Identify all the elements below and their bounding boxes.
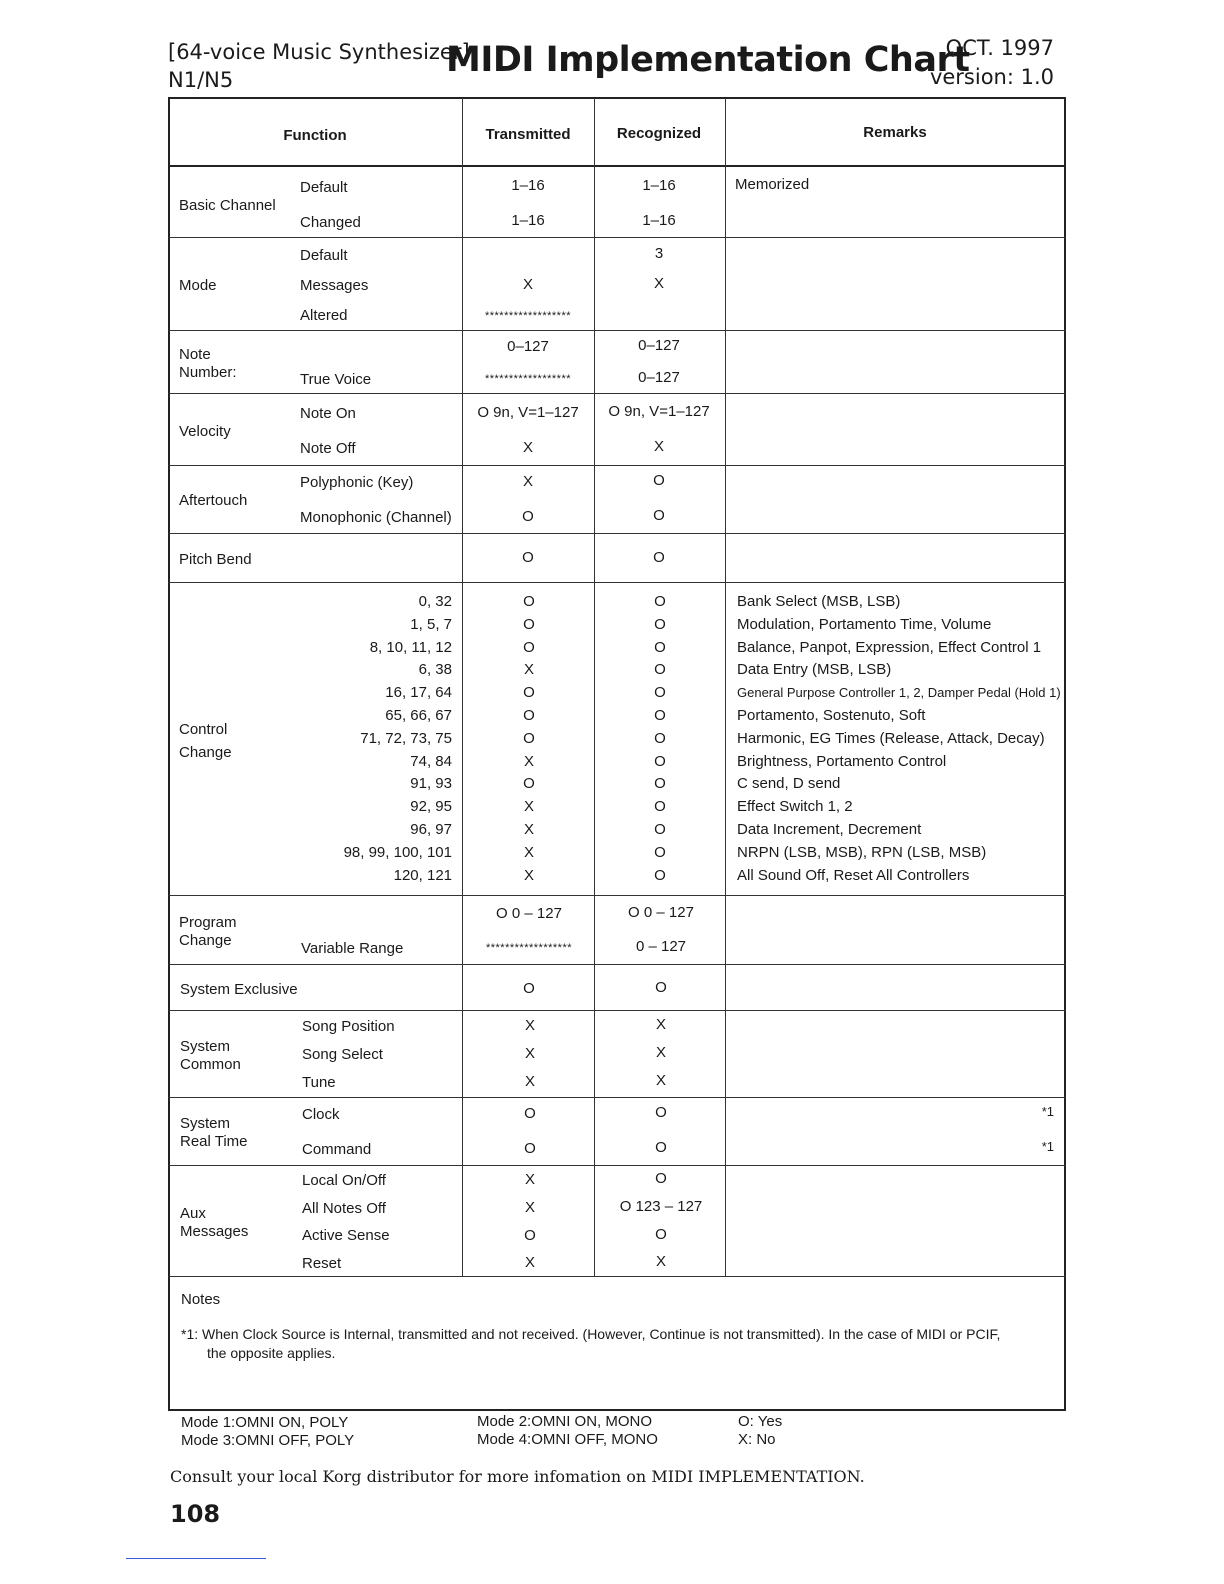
control-change-label: Control xyxy=(179,721,228,738)
control-change-rx: O xyxy=(654,753,666,770)
basic-channel-changed-tx: 1–16 xyxy=(511,212,545,229)
control-number: 6, 38 xyxy=(418,661,452,678)
footer-rule xyxy=(126,1558,266,1559)
control-change-tx: O xyxy=(523,616,535,633)
legend-mode-1: Mode 1:OMNI ON, POLY xyxy=(181,1414,349,1431)
control-change-remark: All Sound Off, Reset All Controllers xyxy=(737,867,970,884)
note-number-label: Note xyxy=(179,346,211,363)
legend-mode-2: Mode 2:OMNI ON, MONO xyxy=(477,1413,653,1430)
control-change-tx: X xyxy=(523,753,535,770)
control-number: 71, 72, 73, 75 xyxy=(360,730,452,747)
program-change-variable-tx-stars: ****************** xyxy=(485,942,573,954)
column-header-remarks: Remarks xyxy=(863,124,927,141)
local-onoff-rx: O xyxy=(655,1170,667,1187)
local-onoff-label: Local On/Off xyxy=(302,1172,386,1189)
program-change-variable-label: Variable Range xyxy=(301,940,404,957)
program-change-label: Program xyxy=(179,914,237,931)
control-change-tx: O xyxy=(523,639,535,656)
system-common-label-2: Common xyxy=(180,1056,241,1073)
song-select-label: Song Select xyxy=(302,1046,383,1063)
row-divider xyxy=(168,237,1066,238)
aftertouch-poly-rx: O xyxy=(653,472,665,489)
row-divider xyxy=(168,964,1066,965)
control-change-rx: O xyxy=(654,867,666,884)
control-change-tx: X xyxy=(523,867,535,884)
basic-channel-default-rx: 1–16 xyxy=(642,177,676,194)
device-model: N1/N5 xyxy=(168,68,234,92)
aftertouch-label: Aftertouch xyxy=(179,492,248,509)
row-divider xyxy=(168,1097,1066,1098)
control-number: 74, 84 xyxy=(410,753,452,770)
song-select-tx: X xyxy=(524,1045,536,1062)
note-number-true-voice-tx-stars: ****************** xyxy=(484,373,572,385)
command-tx: O xyxy=(524,1140,536,1157)
pitch-bend-rx: O xyxy=(653,549,665,566)
note-number-tx: 0–127 xyxy=(507,338,549,355)
page-number: 108 xyxy=(170,1500,221,1528)
command-remark: *1 xyxy=(1041,1139,1054,1154)
clock-rx: O xyxy=(655,1104,667,1121)
control-change-rx: O xyxy=(654,730,666,747)
control-change-remark: C send, D send xyxy=(737,775,841,792)
active-sense-label: Active Sense xyxy=(302,1227,390,1244)
control-change-remark: Data Increment, Decrement xyxy=(737,821,922,838)
control-change-rx: O xyxy=(654,639,666,656)
mode-label: Mode xyxy=(179,277,217,294)
velocity-label: Velocity xyxy=(179,423,231,440)
aux-messages-label-2: Messages xyxy=(180,1223,249,1240)
note-number-rx: 0–127 xyxy=(638,337,680,354)
control-change-remark: Brightness, Portamento Control xyxy=(737,753,947,770)
control-change-tx: X xyxy=(523,821,535,838)
legend-mode-3: Mode 3:OMNI OFF, POLY xyxy=(181,1432,355,1449)
consult-distributor-note: Consult your local Korg distributor for more infomation on MIDI IMPLEMENTATION. xyxy=(170,1467,865,1486)
aftertouch-poly-label: Polyphonic (Key) xyxy=(300,474,414,491)
row-divider xyxy=(168,330,1066,331)
control-change-remark: Balance, Panpot, Expression, Effect Control 1 xyxy=(737,639,1042,656)
control-change-remark: Effect Switch 1, 2 xyxy=(737,798,853,815)
document-version: version: 1.0 xyxy=(929,65,1054,89)
control-change-remark: Data Entry (MSB, LSB) xyxy=(737,661,892,678)
aftertouch-mono-label: Monophonic (Channel) xyxy=(300,509,452,526)
tune-label: Tune xyxy=(302,1074,336,1091)
velocity-note-off-tx: X xyxy=(522,439,534,456)
control-change-rx: O xyxy=(654,661,666,678)
control-change-remark: NRPN (LSB, MSB), RPN (LSB, MSB) xyxy=(737,844,987,861)
column-header-recognized: Recognized xyxy=(616,125,702,142)
control-change-tx: O xyxy=(523,730,535,747)
mode-default-label: Default xyxy=(300,247,348,264)
document-info xyxy=(930,34,1054,92)
column-divider xyxy=(462,98,463,1276)
system-exclusive-rx: O xyxy=(655,979,667,996)
clock-label: Clock xyxy=(302,1106,340,1123)
control-number: 1, 5, 7 xyxy=(410,616,452,633)
velocity-note-off-rx: X xyxy=(653,438,665,455)
note-1-text-continued: the opposite applies. xyxy=(207,1345,336,1361)
control-number: 96, 97 xyxy=(410,821,452,838)
control-change-remark: Bank Select (MSB, LSB) xyxy=(737,593,901,610)
page-title: MIDI Implementation Chart xyxy=(446,40,970,80)
control-number: 65, 66, 67 xyxy=(385,707,452,724)
row-divider xyxy=(168,393,1066,394)
basic-channel-default-label: Default xyxy=(300,179,348,196)
legend-mode-4: Mode 4:OMNI OFF, MONO xyxy=(477,1431,658,1448)
row-divider xyxy=(168,1165,1066,1166)
legend-no: X: No xyxy=(738,1431,776,1448)
note-number-true-voice-label: True Voice xyxy=(300,371,372,388)
control-change-tx: O xyxy=(523,775,535,792)
control-change-remark: Modulation, Portamento Time, Volume xyxy=(737,616,992,633)
all-notes-off-label: All Notes Off xyxy=(302,1200,386,1217)
control-number: 91, 93 xyxy=(410,775,452,792)
basic-channel-changed-rx: 1–16 xyxy=(642,212,676,229)
song-position-tx: X xyxy=(524,1017,536,1034)
column-header-function: Function xyxy=(283,127,347,144)
control-number: 8, 10, 11, 12 xyxy=(369,639,452,656)
reset-tx: X xyxy=(524,1254,536,1271)
clock-tx: O xyxy=(524,1105,536,1122)
program-change-tx: O 0 – 127 xyxy=(496,905,562,922)
basic-channel-remarks: Memorized xyxy=(735,176,810,193)
program-change-label-2: Change xyxy=(179,932,232,949)
program-change-variable-rx: 0 – 127 xyxy=(635,938,687,955)
control-change-tx: X xyxy=(523,661,535,678)
control-change-tx: O xyxy=(523,593,535,610)
row-divider xyxy=(168,582,1066,583)
aftertouch-poly-tx: X xyxy=(522,473,534,490)
note-1-text: *1: When Clock Source is Internal, transmitted and not received. (However, Continue is not transmitted). In the case of MIDI or PCIF, xyxy=(181,1326,1001,1342)
mode-messages-tx: X xyxy=(522,276,534,293)
mode-messages-rx: X xyxy=(653,275,665,292)
control-change-remark: Portamento, Sostenuto, Soft xyxy=(737,707,926,724)
clock-remark: *1 xyxy=(1041,1104,1054,1119)
velocity-note-on-rx: O 9n, V=1–127 xyxy=(608,403,710,420)
control-change-rx: O xyxy=(654,593,666,610)
song-select-rx: X xyxy=(655,1044,667,1061)
row-divider xyxy=(168,533,1066,534)
tune-rx: X xyxy=(655,1072,667,1089)
control-number: 92, 95 xyxy=(410,798,452,815)
command-label: Command xyxy=(302,1141,372,1158)
mode-messages-label: Messages xyxy=(300,277,369,294)
control-change-rx: O xyxy=(654,707,666,724)
control-change-tx: X xyxy=(523,844,535,861)
command-rx: O xyxy=(655,1139,667,1156)
tune-tx: X xyxy=(524,1073,536,1090)
local-onoff-tx: X xyxy=(524,1171,536,1188)
mode-default-rx: 3 xyxy=(654,245,664,262)
active-sense-tx: O xyxy=(524,1227,536,1244)
control-change-rx: O xyxy=(654,821,666,838)
row-divider xyxy=(168,1010,1066,1011)
all-notes-off-tx: X xyxy=(524,1199,536,1216)
basic-channel-label: Basic Channel xyxy=(179,197,276,214)
velocity-note-off-label: Note Off xyxy=(300,440,356,457)
control-change-rx: O xyxy=(654,616,666,633)
velocity-note-on-label: Note On xyxy=(300,405,356,422)
system-exclusive-label: System Exclusive xyxy=(180,981,298,998)
control-change-rx: O xyxy=(654,684,666,701)
system-exclusive-tx: O xyxy=(523,980,535,997)
column-divider xyxy=(594,98,595,1276)
aftertouch-mono-tx: O xyxy=(522,508,534,525)
velocity-note-on-tx: O 9n, V=1–127 xyxy=(477,404,579,421)
note-number-label-2: Number: xyxy=(179,364,237,381)
basic-channel-default-tx: 1–16 xyxy=(511,177,545,194)
notes-label: Notes xyxy=(181,1291,221,1308)
reset-rx: X xyxy=(655,1253,667,1270)
control-change-tx: O xyxy=(523,707,535,724)
reset-label: Reset xyxy=(302,1255,342,1272)
system-common-label: System xyxy=(180,1038,231,1055)
pitch-bend-label: Pitch Bend xyxy=(179,551,252,568)
control-number: 0, 32 xyxy=(418,593,452,610)
aftertouch-mono-rx: O xyxy=(653,507,665,524)
basic-channel-changed-label: Changed xyxy=(300,214,361,231)
note-number-true-voice-rx: 0–127 xyxy=(638,369,680,386)
legend-yes: O: Yes xyxy=(738,1413,783,1430)
control-change-remark: General Purpose Controller 1, 2, Damper Pedal (Hold 1) xyxy=(737,685,1061,700)
control-change-rx: O xyxy=(654,798,666,815)
program-change-rx: O 0 – 127 xyxy=(628,904,694,921)
header-divider xyxy=(168,165,1066,167)
device-type: [64-voice Music Synthesizer] xyxy=(168,40,470,64)
aux-messages-label: Aux xyxy=(180,1205,206,1222)
document-date: OCT. 1997 xyxy=(945,36,1054,60)
song-position-label: Song Position xyxy=(302,1018,395,1035)
row-divider xyxy=(168,1276,1066,1277)
control-change-tx: O xyxy=(523,684,535,701)
system-realtime-label: System xyxy=(180,1115,231,1132)
column-header-transmitted: Transmitted xyxy=(485,126,571,143)
row-divider xyxy=(168,895,1066,896)
mode-altered-tx-stars: ****************** xyxy=(484,310,572,322)
song-position-rx: X xyxy=(655,1016,667,1033)
control-change-label-2: Change xyxy=(179,744,232,761)
system-realtime-label-2: Real Time xyxy=(180,1133,248,1150)
control-change-rx: O xyxy=(654,844,666,861)
mode-altered-label: Altered xyxy=(300,307,348,324)
control-number: 120, 121 xyxy=(393,867,452,884)
all-notes-off-rx: O 123 – 127 xyxy=(619,1198,703,1215)
control-change-remark: Harmonic, EG Times (Release, Attack, Decay) xyxy=(737,730,1045,747)
control-change-rx: O xyxy=(654,775,666,792)
control-number: 16, 17, 64 xyxy=(385,684,452,701)
control-change-tx: X xyxy=(523,798,535,815)
active-sense-rx: O xyxy=(655,1226,667,1243)
device-description xyxy=(168,38,470,94)
control-number: 98, 99, 100, 101 xyxy=(343,844,452,861)
column-divider xyxy=(725,98,726,1276)
row-divider xyxy=(168,465,1066,466)
pitch-bend-tx: O xyxy=(522,549,534,566)
